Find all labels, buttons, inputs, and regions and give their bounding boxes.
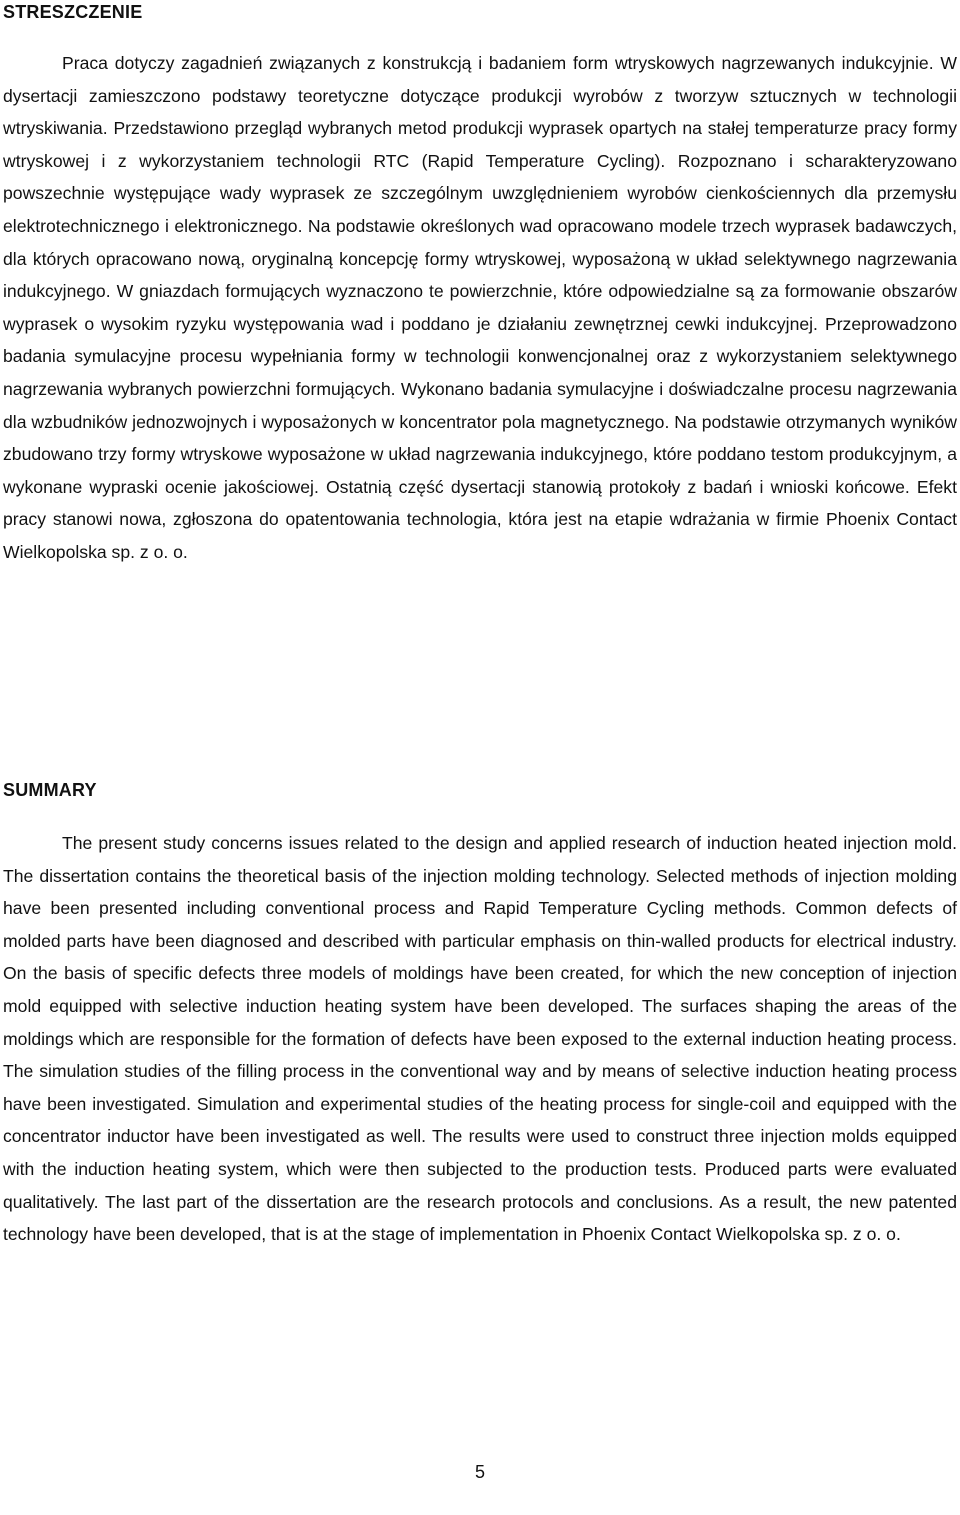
- page-number: 5: [474, 1462, 485, 1482]
- summary-heading: SUMMARY: [3, 780, 97, 800]
- summary-paragraph: The present study concerns issues related to the design and applied research of induction heated injection mold. The dissertation contains the theoretical basis of the injection molding technology. Selected methods of injection molding have been presented including conventional process and Rapid Temperature Cycling methods. Common defects of molded parts have been diagnosed and described with particular emphasis on thin-walled products for electrical industry. On the basis of specific defects three models of moldings have been created, for which the new conception of injection mold equipped with selective induction heating system have been developed. The surfaces shaping the areas of the moldings which are responsible for the formation of defects have been exposed to the external induction heating process. The simulation studies of the filling process in the conventional way and by means of selective induction heating process have been investigated. Simulation and experimental studies of the heating process for single-coil and equipped with the concentrator inductor have been investigated as well. The results were used to construct three injection molds equipped with the induction heating system, which were then subjected to the production tests. Produced parts were evaluated qualitatively. The last part of the dissertation are the research protocols and conclusions. As a result, the new patented technology have been developed, that is at the stage of implementation in Phoenix Contact Wielkopolska sp. z o. o.: [3, 833, 957, 1245]
- streszczenie-heading: STRESZCZENIE: [3, 2, 143, 22]
- streszczenie-paragraph: Praca dotyczy zagadnień związanych z konstrukcją i badaniem form wtryskowych nagrzewanych indukcyjnie. W dysertacji zamieszczono podstawy teoretyczne dotyczące produkcji wyrobów z tworzyw sztucznych w technologii wtryskiwania. Przedstawiono przegląd wybranych metod produkcji wyprasek opartych na stałej temperaturze pracy formy wtryskowej i z wykorzystaniem technologii RTC (Rapid Temperature Cycling). Rozpoznano i scharakteryzowano powszechnie występujące wady wyprasek ze szczególnym uwzględnieniem wyrobów cienkościennych dla przemysłu elektrotechnicznego i elektronicznego. Na podstawie określonych wad opracowano modele trzech wyprasek badawczych, dla których opracowano nową, oryginalną koncepcję formy wtryskowej, wyposażoną w układ selektywnego nagrzewania indukcyjnego. W gniazdach formujących wyznaczono te powierzchnie, które odpowiedzialne są za formowanie obszarów wyprasek o wysokim ryzyku występowania wad i poddano je działaniu zewnętrznej cewki indukcyjnej. Przeprowadzono badania symulacyjne procesu wypełniania formy w technologii konwencjonalnej oraz z wykorzystaniem selektywnego nagrzewania wybranych powierzchni formujących. Wykonano badania symulacyjne i doświadczalne procesu nagrzewania dla wzbudników jednozwojnych i wyposażonych w koncentrator pola magnetycznego. Na podstawie otrzymanych wyników zbudowano trzy formy wtryskowe wyposażone w układ nagrzewania indukcyjnego, które poddano testom produkcyjnym, a wykonane wypraski ocenie jakościowej. Ostatnią część dysertacji stanowią protokoły z badań i wnioski końcowe. Efekt pracy stanowi nowa, zgłoszona do opatentowania technologia, która jest na etapie wdrażania w firmie Phoenix Contact Wielkopolska sp. z o. o.: [3, 53, 957, 562]
